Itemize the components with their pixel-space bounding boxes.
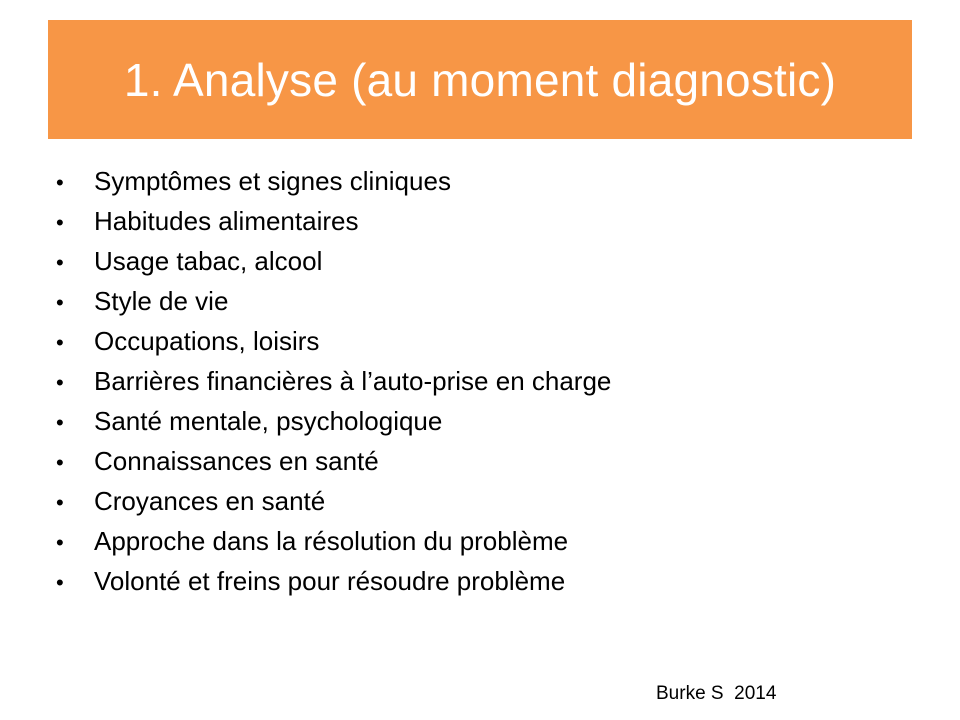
list-item [56, 446, 611, 486]
bullet-icon: • [56, 170, 64, 195]
list-item-text: Usage tabac, alcool [94, 246, 323, 276]
list-item [56, 246, 611, 286]
list-item-text: Barrières financières à l’auto-prise en charge [94, 366, 612, 396]
source-credit: Burke S 2014 [656, 683, 777, 704]
list-item [56, 326, 611, 366]
bullet-icon: • [56, 290, 64, 315]
bullet-icon: • [56, 330, 64, 355]
list-item [56, 526, 611, 566]
bullet-icon: • [56, 410, 64, 435]
list-item [56, 406, 611, 446]
list-item-text: Occupations, loisirs [94, 326, 320, 356]
bullet-icon: • [56, 210, 64, 235]
list-item-text: Style de vie [94, 286, 229, 316]
list-item-text: Symptômes et signes cliniques [94, 166, 451, 196]
list-item [56, 366, 611, 406]
list-item-text: Santé mentale, psychologique [94, 406, 443, 436]
list-item [56, 286, 611, 326]
bullet-list [56, 166, 611, 606]
bullet-icon: • [56, 450, 64, 475]
list-item [56, 166, 611, 206]
list-item-text: Approche dans la résolution du problème [94, 526, 569, 556]
slide-title: 1. Analyse (au moment diagnostic) [123, 53, 837, 106]
list-item-text: Habitudes alimentaires [94, 206, 359, 236]
bullet-icon: • [56, 530, 64, 555]
bullet-icon: • [56, 570, 64, 595]
list-item [56, 566, 611, 606]
bullet-icon: • [56, 370, 64, 395]
list-item-text: Croyances en santé [94, 486, 326, 516]
list-item [56, 206, 611, 246]
list-item-text: Volonté et freins pour résoudre problème [94, 566, 566, 596]
bullet-icon: • [56, 490, 64, 515]
list-item [56, 486, 611, 526]
title-banner [48, 20, 912, 139]
list-item-text: Connaissances en santé [94, 446, 379, 476]
bullet-icon: • [56, 250, 64, 275]
